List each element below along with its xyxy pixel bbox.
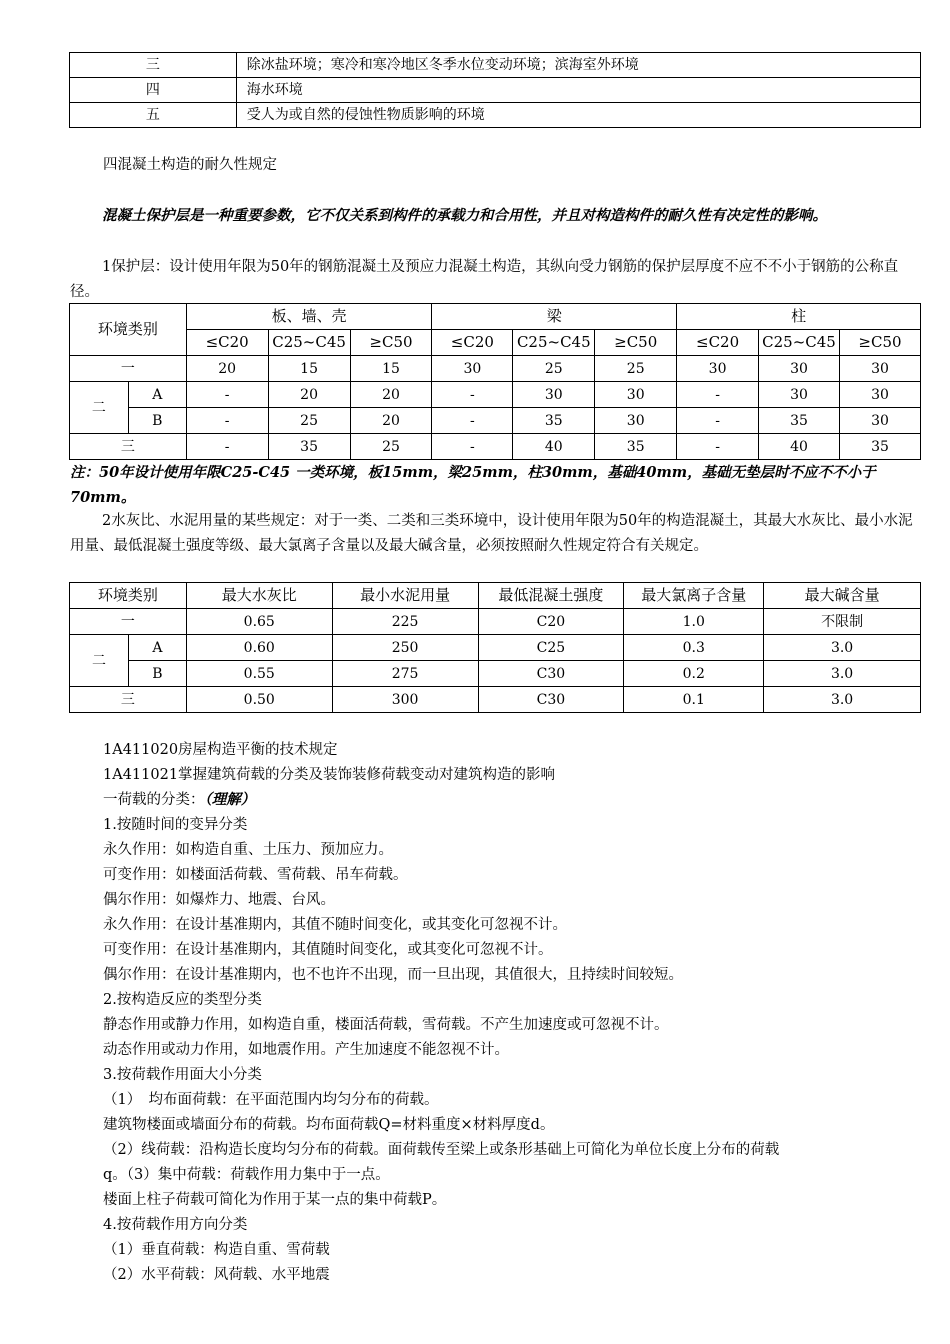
table-cell: 250 [332, 635, 478, 661]
table-cell: - [186, 382, 268, 408]
table-cell: 30 [595, 408, 677, 434]
text-line: （2）线荷载：沿构造长度均匀分布的荷载。面荷载传至梁上或条形基础上可简化为单位长度上分布的荷载 [103, 1142, 780, 1158]
grade-header-cell: ≥C50 [840, 330, 921, 356]
table-cell: 0.65 [186, 609, 332, 635]
table-cell: 0.60 [186, 635, 332, 661]
header-cell: 最大碱含量 [764, 583, 921, 609]
grade-header-cell: C25~C45 [513, 330, 595, 356]
row-label-cell: 二 [70, 382, 129, 434]
section-heading: 四混凝土构造的耐久性规定 [103, 157, 277, 173]
durability-requirements-table [69, 582, 921, 713]
table-cell: 海水环境 [236, 78, 920, 103]
table-cell: 0.1 [624, 687, 764, 713]
text-line: （1）垂直荷载：构造自重、雪荷载 [103, 1242, 330, 1258]
grade-header-cell: ≥C50 [350, 330, 432, 356]
row-label-cell: 三 [70, 687, 187, 713]
table-cell: 35 [759, 408, 840, 434]
table-header-row [70, 583, 921, 609]
table-row [70, 661, 921, 687]
sub-label-cell: A [128, 382, 186, 408]
water-cement-paragraph [70, 509, 916, 559]
table-cell: - [186, 408, 268, 434]
cover-text: 1保护层：设计使用年限为50年的钢筋混凝土及预应力混凝土构造，其纵向受力钢筋的保护层厚度不应不不小于钢筋的公称直径。 [70, 259, 899, 300]
table-cell: 30 [595, 382, 677, 408]
water-cement-text: 2水灰比、水泥用量的某些规定：对于一类、二类和三类环境中，设计使用年限为50年的构造混凝土，其最大水灰比、最小水泥用量、最低混凝土强度等级、最大氯离子含量以及最大碱含量，必须按照耐久性规定符合有关规定。 [70, 513, 913, 554]
header-cell: 最低混凝土强度 [478, 583, 624, 609]
table-cell: 0.2 [624, 661, 764, 687]
table-cell: 20 [350, 408, 432, 434]
table-cell: C30 [478, 687, 624, 713]
group-header-cell: 柱 [677, 304, 921, 330]
table-cell: 15 [350, 356, 432, 382]
table-cell: 30 [840, 382, 921, 408]
cover-thickness-table [69, 303, 921, 460]
group-header-cell: 梁 [432, 304, 677, 330]
table-cell: 35 [513, 408, 595, 434]
table-cell: 四 [70, 78, 237, 103]
table-header-row [70, 304, 921, 330]
grade-header-cell: ≥C50 [595, 330, 677, 356]
table-cell: - [677, 382, 759, 408]
table-cell: 300 [332, 687, 478, 713]
grade-header-cell: ≤C20 [432, 330, 513, 356]
group-header-cell: 板、墙、壳 [186, 304, 432, 330]
table-cell: 除冰盐环境；寒冷和寒冷地区冬季水位变动环境；滨海室外环境 [236, 53, 920, 78]
table-cell: 25 [513, 356, 595, 382]
table-cell: 225 [332, 609, 478, 635]
list-heading: 4.按荷载作用方向分类 [103, 1217, 248, 1233]
row-label-cell: 二 [70, 635, 129, 687]
table-row [70, 434, 921, 460]
text-line: 永久作用：如构造自重、土压力、预加应力。 [103, 842, 393, 858]
table-row [70, 635, 921, 661]
text-line: 楼面上柱子荷载可简化为作用于某一点的集中荷载P。 [103, 1192, 447, 1208]
table-row [70, 78, 921, 103]
table-cell: 30 [432, 356, 513, 382]
table-row [70, 687, 921, 713]
table-cell: 35 [268, 434, 350, 460]
text-line: 偶尔作用：在设计基准期内，也不也许不出现，而一旦出现，其值很大，且持续时间较短。 [103, 967, 683, 983]
emphasis-paragraph [70, 203, 916, 228]
header-cell: 最小水泥用量 [332, 583, 478, 609]
sub-label-cell: A [128, 635, 186, 661]
table-cell: C30 [478, 661, 624, 687]
header-cell: 最大氯离子含量 [624, 583, 764, 609]
table-row [70, 356, 921, 382]
text-line: 可变作用：如楼面活荷载、雪荷载、吊车荷载。 [103, 867, 408, 883]
table-cell: 3.0 [764, 661, 921, 687]
table-cell: C25 [478, 635, 624, 661]
table-cell: 20 [186, 356, 268, 382]
text-line: 偶尔作用：如爆炸力、地震、台风。 [103, 892, 335, 908]
text-line: 静态作用或静力作用，如构造自重，楼面活荷载，雪荷载。不产生加速度或可忽视不计。 [103, 1017, 669, 1033]
row-label-cell: 一 [70, 609, 187, 635]
list-heading: 3.按荷载作用面大小分类 [103, 1067, 262, 1083]
table-cell: C20 [478, 609, 624, 635]
text-line: （2）水平荷载：风荷载、水平地震 [103, 1267, 330, 1283]
table-cell: 25 [350, 434, 432, 460]
section-code-heading: 1A411020房屋构造平衡的技术规定 [103, 742, 338, 758]
table-cell: 30 [840, 356, 921, 382]
list-heading: 2.按构造反应的类型分类 [103, 992, 262, 1008]
list-heading: 1.按随时间的变异分类 [103, 817, 248, 833]
text-line: 动态作用或动力作用，如地震作用。产生加速度不能忽视不计。 [103, 1042, 509, 1058]
table-cell: 0.55 [186, 661, 332, 687]
environment-category-table [69, 52, 921, 128]
table-cell: 25 [595, 356, 677, 382]
table-cell: - [186, 434, 268, 460]
table-note: 注：50年设计使用年限C25-C45 一类环境，板15mm，梁25mm，柱30mm，基础40mm，基础无垫层时不应不不小于70mm。 [70, 464, 876, 506]
table-cell: 五 [70, 103, 237, 128]
table-cell: 40 [513, 434, 595, 460]
emphasis-text: 混凝土保护层是一种重要参数，它不仅关系到构件的承载力和合用性，并且对构造构件的耐久性有决定性的影响。 [102, 207, 827, 224]
table-row [70, 53, 921, 78]
table-cell: 3.0 [764, 635, 921, 661]
text-line: 建筑物楼面或墙面分布的荷载。均布面荷载Q=材料重度×材料厚度d。 [103, 1117, 555, 1133]
table-cell: 0.3 [624, 635, 764, 661]
emphasis-label: （理解） [204, 791, 256, 808]
grade-header-cell: C25~C45 [759, 330, 840, 356]
table-cell: - [677, 434, 759, 460]
table-row [70, 609, 921, 635]
table-cell: 三 [70, 53, 237, 78]
table-cell: 20 [350, 382, 432, 408]
sub-label-cell: B [128, 408, 186, 434]
table-cell: 3.0 [764, 687, 921, 713]
text-line: 可变作用：在设计基准期内，其值随时间变化，或其变化可忽视不计。 [103, 942, 553, 958]
table-cell: 不限制 [764, 609, 921, 635]
table-cell: 40 [759, 434, 840, 460]
header-cell: 环境类别 [70, 583, 187, 609]
row-label-cell: 一 [70, 356, 187, 382]
grade-header-cell: ≤C20 [186, 330, 268, 356]
table-cell: - [432, 434, 513, 460]
sub-label-cell: B [128, 661, 186, 687]
table-cell: 35 [595, 434, 677, 460]
section-code-subheading: 1A411021掌握建筑荷载的分类及装饰装修荷载变动对建筑构造的影响 [103, 767, 556, 783]
table-cell: 30 [677, 356, 759, 382]
table-cell: - [432, 382, 513, 408]
table-cell: 受人为或自然的侵蚀性物质影响的环境 [236, 103, 920, 128]
table-cell: - [432, 408, 513, 434]
heading-text: 一荷载的分类： [103, 792, 205, 808]
row-label-cell: 三 [70, 434, 187, 460]
table-cell: 0.50 [186, 687, 332, 713]
table-cell: 30 [513, 382, 595, 408]
table-row [70, 103, 921, 128]
table-cell: 30 [840, 408, 921, 434]
table-cell: 30 [759, 382, 840, 408]
table-header-row [70, 330, 921, 356]
header-cell: 最大水灰比 [186, 583, 332, 609]
table-cell: 30 [759, 356, 840, 382]
table-row [70, 408, 921, 434]
table-cell: 20 [268, 382, 350, 408]
table-row [70, 382, 921, 408]
env-header-cell: 环境类别 [70, 304, 187, 356]
grade-header-cell: ≤C20 [677, 330, 759, 356]
table-cell: 275 [332, 661, 478, 687]
load-classification-heading [103, 791, 255, 809]
text-line: q。（3）集中荷载：荷载作用力集中于一点。 [103, 1167, 390, 1183]
text-line: 永久作用：在设计基准期内，其值不随时间变化，或其变化可忽视不计。 [103, 917, 567, 933]
table-cell: 15 [268, 356, 350, 382]
table-cell: 25 [268, 408, 350, 434]
table-cell: 1.0 [624, 609, 764, 635]
grade-header-cell: C25~C45 [268, 330, 350, 356]
table-cell: 35 [840, 434, 921, 460]
text-line: （1） 均布面荷载：在平面范围内均匀分布的荷载。 [103, 1092, 439, 1108]
table-cell: - [677, 408, 759, 434]
cover-paragraph [70, 255, 916, 305]
